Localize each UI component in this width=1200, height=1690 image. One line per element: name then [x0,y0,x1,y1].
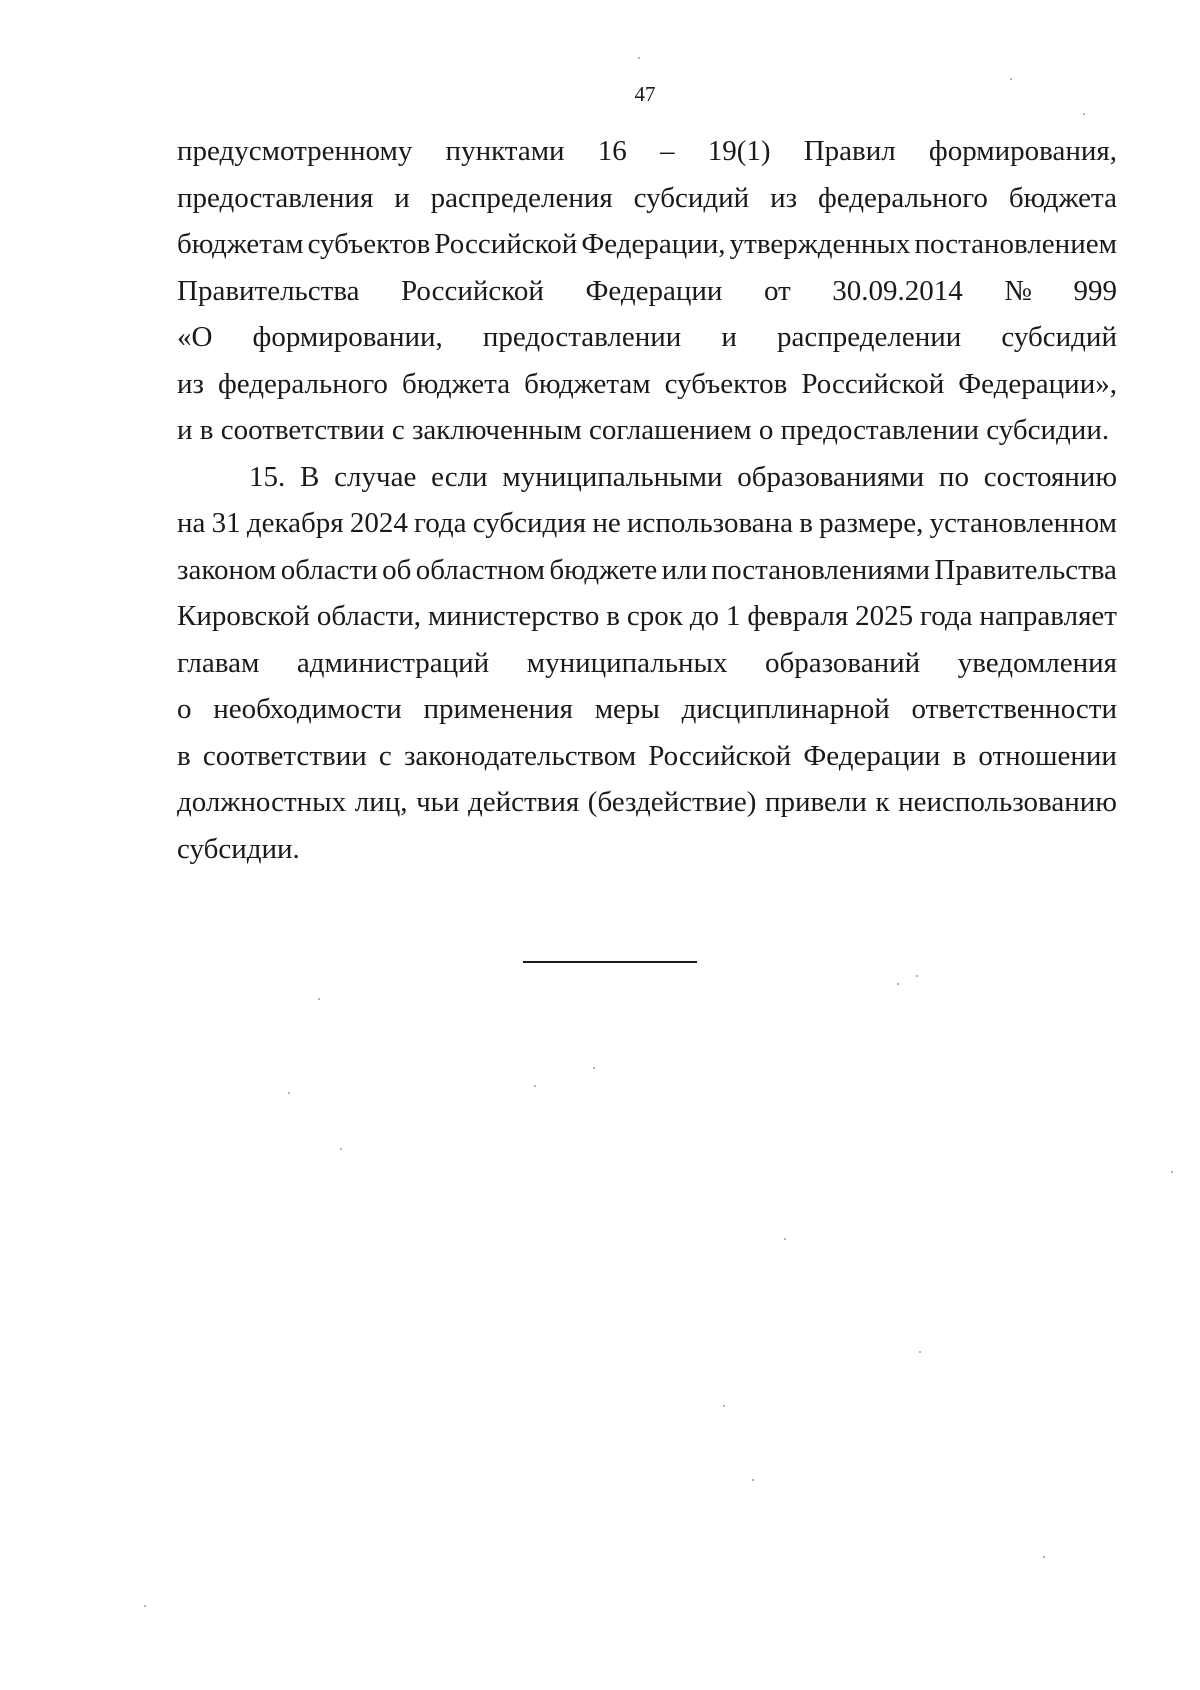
word: администраций [296,646,490,679]
text-line [177,593,1117,640]
word: года [920,600,973,632]
page-number: 47 [634,82,656,106]
word: в [952,739,967,772]
word: к [875,786,890,818]
word: отношении [978,739,1117,772]
word: постановлением [914,228,1117,260]
text-line [177,500,1117,547]
word: установленном [929,507,1117,539]
word: субсидий [633,181,750,214]
text-line [177,779,1117,826]
word: муниципальных [526,646,728,679]
word: если [431,460,488,493]
word: в [606,600,620,632]
word: не [592,507,621,539]
word: должностных [177,786,347,818]
word: 19(1) [707,135,771,167]
word: на [177,507,206,539]
word: Российской [401,274,544,307]
word: федерального [818,181,988,214]
word: 2024 [349,507,408,539]
word: или [661,553,708,586]
word: утвержденных [729,228,911,260]
word: предоставления [177,181,374,214]
word: в [799,507,813,539]
word: субсидий [1001,321,1117,353]
scan-speck [638,57,640,59]
word: № [1004,274,1032,307]
text-line [177,221,1117,268]
word: бюджета [401,367,511,400]
word: субсидия [472,507,587,539]
word: «О [177,321,213,353]
word: федерального [218,367,388,400]
text-line [177,826,1117,873]
word: области [280,553,378,586]
text-line [177,314,1117,361]
word: направляет [979,600,1117,632]
word: из [770,181,798,214]
text-line [177,268,1117,315]
word: и [721,321,737,353]
scan-speck [723,1405,725,1407]
document-body [177,128,1117,872]
word: бюджетам [177,228,304,260]
word: 16 [597,135,627,167]
word: бюджета [1008,181,1117,214]
word: Правительства [934,553,1117,586]
word: о [177,693,192,725]
text-line [177,361,1117,408]
scan-speck [593,1067,595,1069]
word: и [394,181,410,214]
word: В [300,460,320,493]
word: от [763,274,791,307]
word: субъектов [664,367,788,400]
word: субъектов [307,228,431,260]
word: законом [177,553,277,586]
word: размере, [819,507,924,539]
word: применения [423,693,573,725]
word: (бездействие) [587,786,757,818]
word: декабря [246,507,344,539]
word: чьи [416,786,460,818]
word: областном [415,553,545,586]
word: главам [177,646,260,679]
word: предоставлении [482,321,682,353]
paragraph-continuation [177,128,1117,454]
word: об [382,553,412,586]
word: предусмотренному [177,135,413,167]
word: соответствии [202,739,367,772]
word: Правительства [177,274,360,307]
word: необходимости [213,693,402,725]
scan-speck [318,998,320,1000]
text-line [177,128,1117,175]
word: бюджетам [524,367,651,400]
text-line [177,175,1117,222]
word: лиц, [354,786,408,818]
word: области, [316,600,422,632]
word: Российской [801,367,945,400]
word: в [177,739,191,772]
word: муниципальными [502,460,723,493]
word: министерство [427,600,600,632]
paragraph-15 [177,454,1117,873]
scan-speck [916,975,918,977]
word: действия [467,786,580,818]
word: 999 [1073,274,1117,307]
word: состоянию [983,460,1117,493]
word: постановлениями [711,553,930,586]
word: использована [626,507,794,539]
text-line [177,454,1117,501]
word: законодательством [403,739,637,772]
word: до [689,600,720,632]
text-line [177,547,1117,594]
scan-speck [784,1238,786,1240]
scan-speck [340,1148,342,1150]
word: Кировской [177,600,310,632]
word: и в соответствии с заключенным соглашением о предоставлении субсидии. [177,414,1110,446]
scan-speck [288,1092,290,1094]
word: по [938,460,969,493]
end-divider-line [523,961,697,963]
word: образованиями [737,460,925,493]
text-line [177,733,1117,780]
word: Федерации [585,274,723,307]
word: субсидии. [177,832,300,865]
text-line [177,407,1117,454]
scan-speck [919,1351,921,1353]
word: 2025 [855,600,914,632]
scan-speck [897,983,899,985]
scan-speck [752,1479,754,1481]
word: неиспользованию [898,786,1117,818]
word: распределения [430,181,613,214]
word: Правил [803,135,896,167]
word: ответственности [911,693,1117,725]
word: Российской [648,739,792,772]
word: Федерации [803,739,941,772]
word: формирования, [928,135,1117,167]
word: пунктами [445,135,565,167]
word: – [659,135,675,167]
word: образований [765,646,921,679]
text-line [177,686,1117,733]
scan-speck [534,1085,536,1087]
scan-speck [1010,78,1012,80]
word: дисциплинарной [681,693,890,725]
word: Федерации, [581,228,726,260]
scan-speck [1171,1171,1173,1173]
text-line [177,640,1117,687]
word: из [177,367,204,400]
word: 1 [725,600,741,632]
word: Российской [434,228,578,260]
word: 30.09.2014 [832,274,963,307]
word: меры [594,693,660,725]
word: февраля [747,600,849,632]
word: Федерации», [958,367,1117,400]
word: уведомления [957,646,1117,679]
scan-speck [144,1605,146,1607]
word: формировании, [252,321,443,353]
word: распределении [777,321,962,353]
word: 15. [249,460,286,493]
word: года [414,507,467,539]
word: срок [626,600,683,632]
word: привели [764,786,867,818]
scan-speck [1083,113,1085,115]
word: 31 [211,507,241,539]
word: случае [334,460,417,493]
scan-speck [1043,1556,1045,1558]
word: с [378,739,392,772]
word: бюджете [549,553,658,586]
